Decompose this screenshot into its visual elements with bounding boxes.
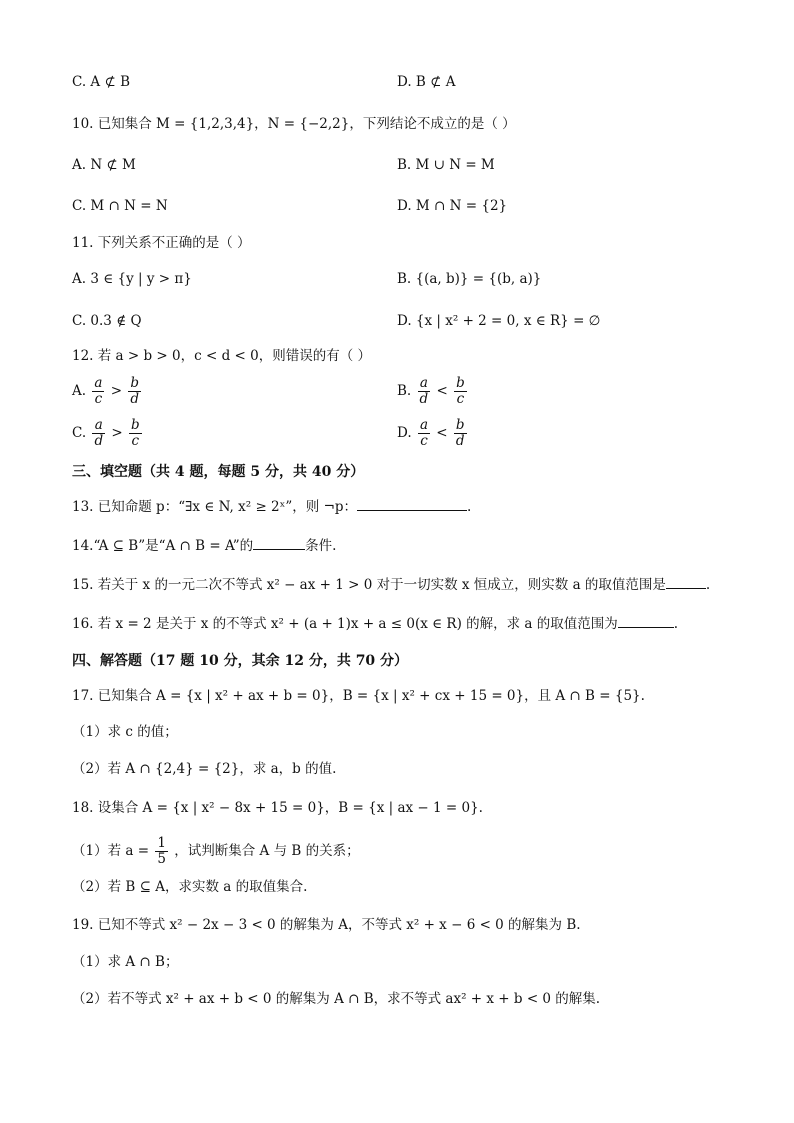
q10-option-c: C. M ∩ N = N	[72, 198, 168, 214]
option-label: B.	[397, 383, 412, 399]
relation-symbol: >	[110, 383, 123, 399]
q18-part-1	[72, 836, 360, 867]
q10-stem: 10. 已知集合 M = {1,2,3,4}，N = {−2,2}，下列结论不成立的是（ ）	[72, 116, 516, 132]
q19-part-1: （1）求 A ∩ B；	[72, 954, 179, 970]
q12-option-d	[397, 418, 469, 449]
q13-end: .	[467, 499, 472, 515]
fraction-b-over-d: $\frac{b}{d}$	[455, 417, 465, 449]
q11-option-a: A. 3 ∈ {y | y > π}	[72, 271, 192, 287]
q14-line	[72, 535, 336, 556]
answer-blank[interactable]	[618, 613, 674, 628]
q14-stem: 14.“A ⊆ B”是“A ∩ B = A”的	[72, 538, 254, 554]
answer-blank[interactable]	[357, 496, 467, 511]
q10-option-d: D. M ∩ N = {2}	[397, 198, 508, 214]
fraction-a-over-d: $\frac{a}{d}$	[94, 417, 104, 449]
fraction-b-over-c: $\frac{b}{c}$	[131, 417, 140, 449]
q12-option-c	[72, 418, 144, 449]
section-heading-fill-in: 三、填空题（共 4 题，每题 5 分，共 40 分）	[72, 464, 365, 480]
q15-stem: 15. 若关于 x 的一元二次不等式 x² − ax + 1 > 0 对于一切实数 x 恒成立，则实数 a 的取值范围是	[72, 577, 666, 593]
q15-end: .	[705, 577, 711, 593]
relation-symbol: >	[111, 425, 123, 441]
q17-part-2: （2）若 A ∩ {2,4} = {2}，求 a，b 的值.	[72, 761, 337, 777]
q19-part-2: （2）若不等式 x² + ax + b < 0 的解集为 A ∩ B，求不等式 ax² + x + b < 0 的解集.	[72, 991, 601, 1007]
q18-stem: 18. 设集合 A = {x | x² − 8x + 15 = 0}，B = {x | ax − 1 = 0}.	[72, 800, 483, 816]
q13-line	[72, 496, 471, 517]
q17-stem: 17. 已知集合 A = {x | x² + ax + b = 0}，B = {x | x² + cx + 15 = 0}，且 A ∩ B = {5}.	[72, 688, 645, 704]
q18-part-1-suffix: ，试判断集合 A 与 B 的关系；	[174, 843, 360, 859]
q13-stem: 13. 已知命题 p：“∃x ∈ N, x² ≥ 2ˣ”，则 ¬p：	[72, 499, 358, 515]
section-heading-solutions: 四、解答题（17 题 10 分，其余 12 分，共 70 分）	[72, 653, 409, 669]
q15-line	[72, 574, 710, 595]
q17-part-1: （1）求 c 的值；	[72, 724, 178, 740]
q11-stem: 11. 下列关系不正确的是（ ）	[72, 235, 251, 251]
q12-option-a	[72, 376, 143, 407]
fraction-a-over-c: $\frac{a}{c}$	[419, 417, 428, 449]
q16-line	[72, 613, 678, 634]
q11-option-b: B. {(a, b)} = {(b, a)}	[397, 271, 542, 287]
q19-stem: 19. 已知不等式 x² − 2x − 3 < 0 的解集为 A，不等式 x² + x − 6 < 0 的解集为 B.	[72, 917, 581, 933]
q18-part-2: （2）若 B ⊆ A，求实数 a 的取值集合.	[72, 879, 308, 895]
answer-blank[interactable]	[253, 535, 305, 550]
q10-option-a: A. N ⊄ M	[72, 157, 136, 173]
q11-option-d: D. {x | x² + 2 = 0, x ∈ R} = ∅	[397, 313, 601, 329]
option-label: D.	[397, 425, 412, 441]
q9-option-c: C. A ⊄ B	[72, 74, 130, 90]
fraction-a-over-d: $\frac{a}{d}$	[419, 375, 429, 407]
fraction-a-over-c: $\frac{a}{c}$	[94, 375, 103, 407]
option-label: C.	[72, 425, 87, 441]
q10-option-b: B. M ∪ N = M	[397, 157, 495, 173]
fraction-one-fifth: $\frac{1}{5}$	[157, 835, 166, 867]
q11-option-c: C. 0.3 ∉ Q	[72, 313, 142, 329]
q18-part-1-prefix: （1）若 a =	[72, 843, 150, 859]
q12-option-b	[397, 376, 469, 407]
q12-stem: 12. 若 a > b > 0，c < d < 0，则错误的有（ ）	[72, 348, 371, 364]
relation-symbol: <	[436, 383, 448, 399]
answer-blank[interactable]	[666, 574, 706, 589]
q9-option-d: D. B ⊄ A	[397, 74, 456, 90]
q14-end: 条件.	[305, 538, 337, 554]
q16-stem: 16. 若 x = 2 是关于 x 的不等式 x² + (a + 1)x + a ≤ 0(x ∈ R) 的解，求 a 的取值范围为	[72, 616, 618, 632]
q16-end: .	[673, 616, 679, 632]
option-label: A.	[72, 383, 87, 399]
relation-symbol: <	[436, 425, 448, 441]
fraction-b-over-d: $\frac{b}{d}$	[130, 375, 139, 407]
fraction-b-over-c: $\frac{b}{c}$	[456, 375, 465, 407]
